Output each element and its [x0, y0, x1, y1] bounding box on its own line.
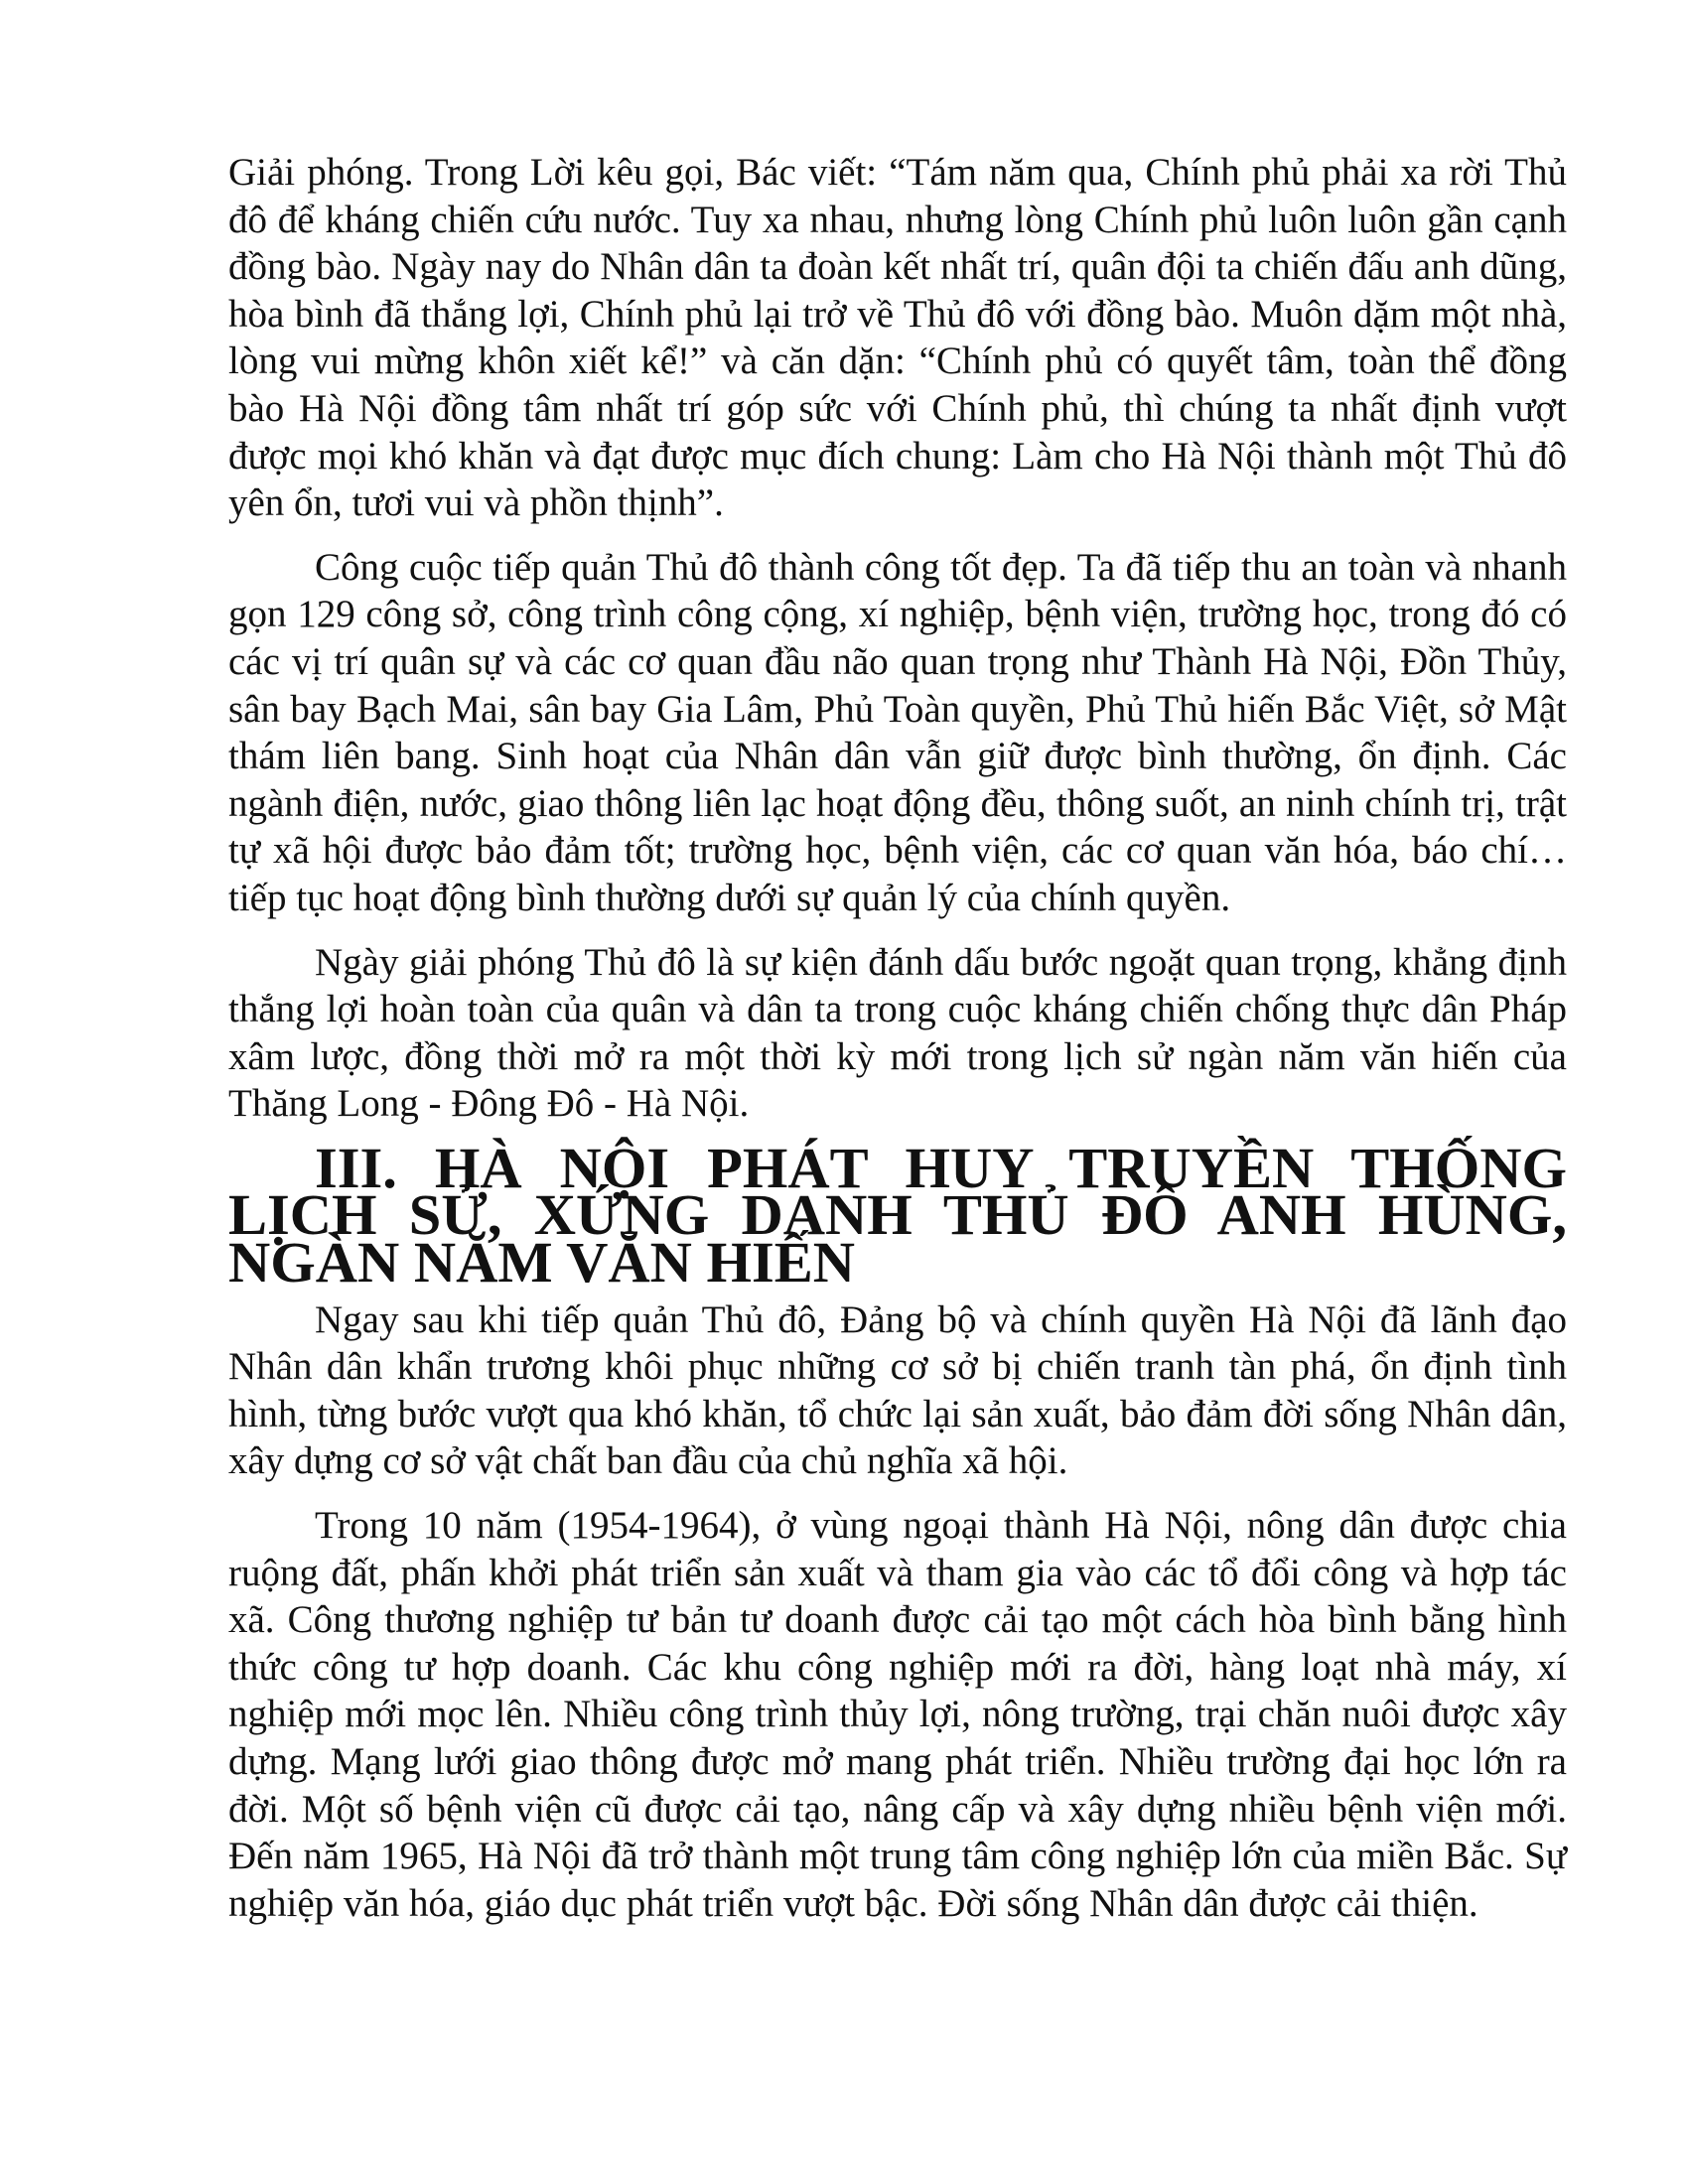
paragraph-recovery: Ngay sau khi tiếp quản Thủ đô, Đảng bộ và chính quyền Hà Nội đã lãnh đạo Nhân dân khẩn trương khôi phục những cơ sở bị chiến tranh tàn phá, ổn định tình hình, từng bước vượt qua khó khăn, tổ chức lại sản xuất, bảo đảm đời sống Nhân dân, xây dựng cơ sở vật chất ban đầu của chủ nghĩa xã hội.: [228, 1297, 1567, 1483]
paragraph-appeal-quote: Giải phóng. Trong Lời kêu gọi, Bác viết: “Tám năm qua, Chính phủ phải xa rời Thủ đô để kháng chiến cứu nước. Tuy xa nhau, nhưng lòng Chính phủ luôn luôn gần cạnh đồng bào. Ngày nay do Nhân dân ta đoàn kết nhất trí, quân đội ta chiến đấu anh dũng, hòa bình đã thắng lợi, Chính phủ lại trở về Thủ đô với đồng bào. Muôn dặm một nhà, lòng vui mừng khôn xiết kể!” và căn dặn: “Chính phủ có quyết tâm, toàn thể đồng bào Hà Nội đồng tâm nhất trí góp sức với Chính phủ, thì chúng ta nhất định vượt được mọi khó khăn và đạt được mục đích chung: Làm cho Hà Nội thành một Thủ đô yên ổn, tươi vui và phồn thịnh”.: [228, 151, 1567, 525]
paragraph-takeover: Công cuộc tiếp quản Thủ đô thành công tốt đẹp. Ta đã tiếp thu an toàn và nhanh gọn 129 công sở, công trình công cộng, xí nghiệp, bệnh viện, trường học, trong đó có các vị trí quân sự và các cơ quan đầu não quan trọng như Thành Hà Nội, Đồn Thủy, sân bay Bạch Mai, sân bay Gia Lâm, Phủ Toàn quyền, Phủ Thủ hiến Bắc Việt, sở Mật thám liên bang. Sinh hoạt của Nhân dân vẫn giữ được bình thường, ổn định. Các ngành điện, nước, giao thông liên lạc hoạt động đều, thông suốt, an ninh chính trị, trật tự xã hội được bảo đảm tốt; trường học, bệnh viện, các cơ quan văn hóa, báo chí… tiếp tục hoạt động bình thường dưới sự quản lý của chính quyền.: [228, 545, 1567, 919]
paragraph-ten-years: Trong 10 năm (1954-1964), ở vùng ngoại thành Hà Nội, nông dân được chia ruộng đất, phấn khởi phát triển sản xuất và tham gia vào các tổ đổi công và hợp tác xã. Công thương nghiệp tư bản tư doanh được cải tạo một cách hòa bình bằng hình thức công tư hợp doanh. Các khu công nghiệp mới ra đời, hàng loạt nhà máy, xí nghiệp mới mọc lên. Nhiều công trình thủy lợi, nông trường, trại chăn nuôi được xây dựng. Mạng lưới giao thông được mở mang phát triển. Nhiều trường đại học lớn ra đời. Một số bệnh viện cũ được cải tạo, nâng cấp và xây dựng nhiều bệnh viện mới. Đến năm 1965, Hà Nội đã trở thành một trung tâm công nghiệp lớn của miền Bắc. Sự nghiệp văn hóa, giáo dục phát triển vượt bậc. Đời sống Nhân dân được cải thiện.: [228, 1504, 1567, 1925]
paragraph-liberation-significance: Ngày giải phóng Thủ đô là sự kiện đánh dấu bước ngoặt quan trọng, khẳng định thắng lợi hoàn toàn của quân và dân ta trong cuộc kháng chiến chống thực dân Pháp xâm lược, đồng thời mở ra một thời kỳ mới trong lịch sử ngàn năm văn hiến của Thăng Long - Đông Đô - Hà Nội.: [228, 940, 1567, 1126]
document-page: [228, 149, 1567, 1944]
section-heading-iii: III. HÀ NỘI PHÁT HUY TRUYỀN THỐNG LỊCH SỬ, XỨNG DANH THỦ ĐÔ ANH HÙNG, NGÀN NĂM VĂN HIẾN: [228, 1135, 1567, 1296]
